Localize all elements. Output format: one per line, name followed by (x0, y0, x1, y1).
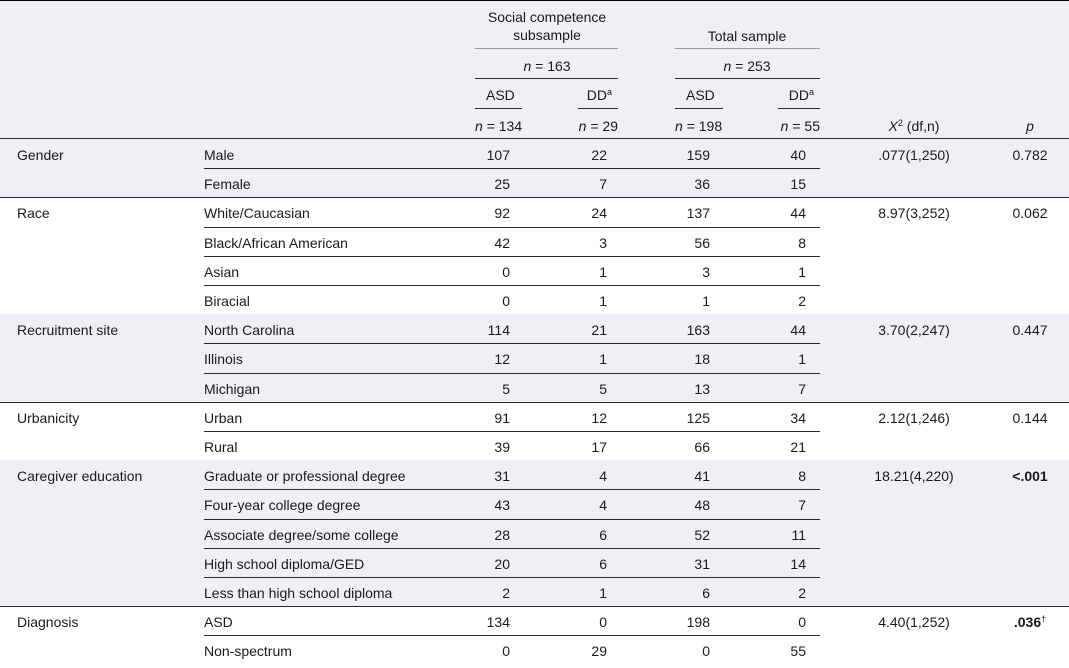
cell-value: 0 (502, 643, 510, 660)
cell-value: 22 (591, 147, 607, 163)
cell-value: 92 (494, 205, 510, 222)
col-label: ASD (486, 87, 515, 103)
row-rule (204, 519, 820, 520)
rule (475, 48, 618, 49)
cell-value: 43 (494, 497, 510, 514)
cell-value: 4 (599, 468, 607, 485)
cell-value: 44 (790, 322, 806, 339)
n-italic: n (475, 118, 483, 134)
p-value (1012, 205, 1047, 221)
col-asd-sc (486, 87, 515, 103)
cell-value: 137 (686, 205, 710, 222)
cell-value: 1 (798, 263, 806, 280)
p-value-text: 0.144 (1012, 409, 1048, 426)
group-name: Race (17, 205, 50, 222)
cell-value: 42 (494, 234, 510, 251)
cell-value: 24 (591, 205, 607, 222)
n-asd-sc (475, 118, 522, 134)
cell-value: 48 (694, 497, 710, 514)
cell-value: 3 (702, 263, 710, 280)
cell-value: 11 (791, 526, 806, 543)
group-name: Diagnosis (17, 614, 79, 631)
cell-value: 34 (790, 409, 806, 426)
row-label: White/Caucasian (204, 205, 310, 222)
cell-value: 198 (686, 614, 710, 631)
cell-value: 52 (694, 526, 710, 543)
cell-value: 163 (686, 322, 710, 339)
row-label: Four-year college degree (204, 497, 361, 514)
cell-value: 14 (790, 555, 806, 572)
cell-value: 25 (494, 176, 510, 193)
cell-value: 17 (591, 439, 607, 455)
col-asd-total (686, 87, 715, 103)
group-name: Recruitment site (17, 322, 119, 339)
cell-value: 7 (599, 176, 607, 193)
group-name: Gender (17, 147, 64, 163)
cell-value: 6 (702, 585, 710, 601)
cell-value: 31 (494, 468, 510, 485)
row-label: Rural (204, 439, 238, 455)
n-value: = 29 (590, 118, 618, 134)
cell-value: 0 (502, 263, 510, 280)
row-label: Urban (204, 409, 243, 426)
rule (675, 108, 723, 109)
chi-symbol: X (888, 118, 898, 134)
row-label: Associate degree/some college (204, 526, 399, 543)
cell-value: 1 (702, 293, 710, 309)
chi-tail: (df,n) (902, 118, 940, 134)
cell-value: 91 (494, 409, 510, 426)
chi-superscript: 2 (897, 118, 903, 128)
footnote-a: a (606, 87, 612, 97)
cell-value: 18 (694, 351, 710, 368)
cell-value: 55 (790, 643, 806, 660)
rule (578, 108, 618, 109)
row-rule (204, 577, 820, 578)
cell-value: 21 (591, 322, 607, 339)
social-competence-title-2: subsample (513, 27, 581, 43)
table-top-rule (0, 0, 1069, 1)
cell-value: 6 (599, 555, 607, 572)
social-competence-title-1: Social competence (487, 9, 607, 25)
rule (475, 108, 522, 109)
cell-value: 114 (487, 322, 510, 339)
cell-value: 0 (798, 614, 806, 631)
row-label: Biracial (204, 293, 250, 309)
n-value: = 163 (535, 58, 571, 74)
cell-value: 0 (599, 614, 607, 631)
cell-value: 28 (494, 526, 510, 543)
cell-value: 5 (502, 380, 510, 397)
row-rule (204, 635, 820, 636)
cell-value: 2 (798, 585, 806, 601)
chi-square-header (889, 118, 940, 134)
col-label: DD (788, 87, 809, 103)
p-value (1014, 614, 1046, 630)
cell-value: 12 (494, 351, 510, 368)
total-sample-title: Total sample (707, 28, 787, 44)
row-label: Black/African American (204, 234, 348, 251)
rule (778, 108, 820, 109)
p-value-text: 0.447 (1012, 322, 1048, 339)
row-rule (204, 168, 820, 169)
cell-value: 21 (790, 439, 806, 455)
total-sample-n (723, 58, 770, 74)
cell-value: 39 (494, 439, 510, 455)
cell-value: 1 (599, 351, 607, 368)
n-italic: n (780, 118, 789, 134)
p-value (1012, 147, 1047, 163)
p-value-text: .036 (1013, 614, 1042, 631)
col-label: ASD (686, 87, 715, 103)
p-mark: † (1041, 614, 1047, 625)
cell-value: 20 (494, 555, 510, 572)
cell-value: 31 (694, 555, 710, 572)
n-dd-total (781, 118, 820, 134)
cell-value: 1 (599, 585, 607, 601)
cell-value: 29 (591, 643, 607, 660)
n-value: = 55 (792, 118, 820, 134)
n-italic: n (578, 118, 587, 134)
p-value (1012, 468, 1047, 484)
row-rule (204, 227, 820, 228)
row-label: Michigan (204, 380, 261, 397)
cell-value: 4 (599, 497, 607, 514)
row-label: High school diploma/GED (204, 555, 365, 572)
n-asd-total (675, 118, 722, 134)
row-label: Illinois (204, 351, 243, 368)
n-italic: n (523, 58, 532, 74)
row-rule (204, 343, 820, 344)
cell-value: 159 (686, 147, 710, 163)
cell-value: 7 (798, 497, 806, 514)
cell-value: 15 (790, 176, 806, 193)
row-rule (204, 431, 820, 432)
chi-square-value: .077(1,250) (878, 147, 950, 163)
n-value: = 253 (735, 58, 771, 74)
cell-value: 7 (798, 380, 806, 397)
cell-value: 41 (694, 468, 710, 485)
n-dd-sc (579, 118, 618, 134)
row-rule (204, 285, 820, 286)
p-value-text: 0.782 (1012, 147, 1048, 163)
cell-value: 56 (694, 234, 710, 251)
cell-value: 2 (502, 585, 510, 601)
cell-value: 1 (798, 351, 806, 368)
chi-square-value: 4.40(1,252) (878, 614, 950, 631)
cell-value: 1 (599, 263, 607, 280)
row-label: Female (204, 176, 251, 193)
rule (675, 48, 820, 49)
col-label: DD (586, 87, 607, 103)
n-value: = 198 (686, 118, 723, 134)
footnote-a: a (808, 87, 814, 97)
cell-value: 13 (694, 380, 710, 397)
n-value: = 134 (486, 118, 523, 134)
group-rule (0, 606, 1069, 607)
cell-value: 1 (599, 293, 607, 309)
group-name: Urbanicity (17, 409, 80, 426)
row-label: Graduate or professional degree (204, 468, 406, 485)
chi-square-value: 8.97(3,252) (878, 205, 950, 222)
row-rule (204, 373, 820, 374)
chi-square-value: 18.21(4,220) (874, 468, 954, 485)
cell-value: 66 (694, 439, 710, 455)
group-name: Caregiver education (17, 468, 143, 485)
group-rule (0, 197, 1069, 198)
p-value (1012, 322, 1047, 338)
cell-value: 0 (502, 293, 510, 309)
row-label: North Carolina (204, 322, 295, 339)
cell-value: 8 (798, 468, 806, 485)
cell-value: 44 (790, 205, 806, 222)
cell-value: 8 (798, 234, 806, 251)
p-header (1026, 118, 1034, 134)
cell-value: 2 (798, 293, 806, 309)
rule (475, 78, 618, 79)
row-label: Non-spectrum (204, 643, 292, 660)
row-rule (204, 489, 820, 490)
cell-value: 40 (790, 147, 806, 163)
chi-square-value: 2.12(1,246) (878, 409, 950, 426)
cell-value: 12 (591, 409, 607, 426)
col-dd-sc (587, 87, 612, 103)
p-value-text: <.001 (1012, 468, 1048, 485)
chi-square-value: 3.70(2,247) (878, 322, 950, 339)
row-label: Asian (204, 263, 240, 280)
rule (675, 78, 820, 79)
n-italic: n (723, 58, 732, 74)
cell-value: 107 (486, 147, 510, 163)
cell-value: 0 (702, 643, 710, 660)
p-value-text: 0.062 (1012, 205, 1048, 222)
cell-value: 3 (599, 234, 607, 251)
row-label: Male (204, 147, 235, 163)
cell-value: 36 (694, 176, 710, 193)
row-label: Less than high school diploma (204, 585, 393, 601)
p-symbol: p (1026, 118, 1034, 134)
cell-value: 134 (486, 614, 510, 631)
cell-value: 5 (599, 380, 607, 397)
row-rule (204, 548, 820, 549)
p-value (1012, 410, 1047, 426)
row-label: ASD (204, 614, 233, 631)
col-dd-total (789, 87, 814, 103)
cell-value: 125 (686, 409, 710, 426)
cell-value: 6 (599, 526, 607, 543)
group-rule (0, 402, 1069, 403)
row-rule (204, 256, 820, 257)
social-competence-n (523, 58, 570, 74)
n-italic: n (675, 118, 683, 134)
